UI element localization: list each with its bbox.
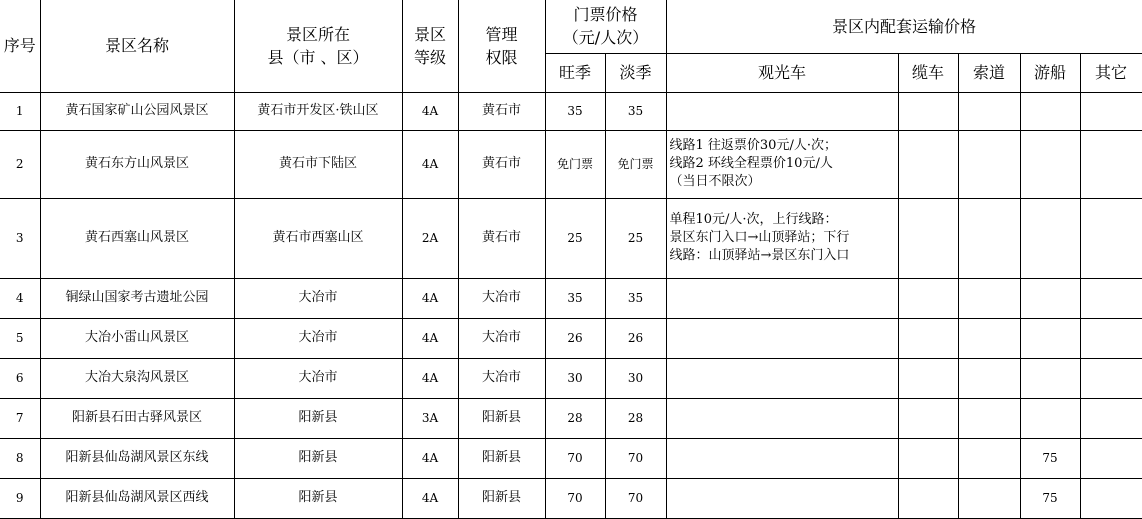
- header-off-season: 淡季: [605, 53, 666, 92]
- cell-ropeway: [958, 438, 1020, 478]
- cell-off-price: 25: [605, 198, 666, 278]
- cell-seq: 5: [0, 318, 40, 358]
- cell-boat: [1020, 130, 1080, 198]
- cell-boat: [1020, 92, 1080, 130]
- cell-scenic-name: 黄石西塞山风景区: [40, 198, 234, 278]
- cell-scenic-name: 阳新县仙岛湖风景区东线: [40, 438, 234, 478]
- header-cable-car: 缆车: [898, 53, 958, 92]
- cell-peak-price: 26: [545, 318, 605, 358]
- cell-ropeway: [958, 92, 1020, 130]
- cell-county: 大冶市: [234, 278, 402, 318]
- cell-sightseeing-car: [666, 318, 898, 358]
- cell-county: 黄石市下陆区: [234, 130, 402, 198]
- cell-management: 阳新县: [458, 478, 545, 518]
- cell-sightseeing-car: 单程10元/人·次，上行线路： 景区东门入口→山顶驿站；下行 线路：山顶驿站→景区东门入口: [666, 198, 898, 278]
- cell-county: 阳新县: [234, 438, 402, 478]
- cell-scenic-name: 黄石国家矿山公园风景区: [40, 92, 234, 130]
- cell-county: 黄石市西塞山区: [234, 198, 402, 278]
- cell-cable-car: [898, 398, 958, 438]
- cell-county: 阳新县: [234, 398, 402, 438]
- header-peak-season: 旺季: [545, 53, 605, 92]
- cell-county: 阳新县: [234, 478, 402, 518]
- cell-county: 大冶市: [234, 358, 402, 398]
- cell-ropeway: [958, 198, 1020, 278]
- cell-level: 4A: [402, 318, 458, 358]
- cell-other: [1080, 198, 1142, 278]
- header-ropeway: 索道: [958, 53, 1020, 92]
- header-row-1: [0, 0, 1142, 53]
- cell-sightseeing-car: [666, 398, 898, 438]
- cell-management: 阳新县: [458, 438, 545, 478]
- table-row: [0, 438, 1142, 478]
- cell-peak-price: 30: [545, 358, 605, 398]
- table-row: [0, 198, 1142, 278]
- cell-level: 4A: [402, 92, 458, 130]
- cell-ropeway: [958, 278, 1020, 318]
- header-county: 景区所在 县（市 、区）: [234, 0, 402, 92]
- table-row: [0, 130, 1142, 198]
- cell-peak-price: 25: [545, 198, 605, 278]
- cell-other: [1080, 398, 1142, 438]
- cell-scenic-name: 阳新县石田古驿风景区: [40, 398, 234, 438]
- cell-seq: 9: [0, 478, 40, 518]
- cell-off-price: 70: [605, 438, 666, 478]
- table-row: [0, 318, 1142, 358]
- cell-boat: [1020, 198, 1080, 278]
- cell-level: 3A: [402, 398, 458, 438]
- cell-peak-price: 28: [545, 398, 605, 438]
- cell-off-price: 30: [605, 358, 666, 398]
- cell-boat: 75: [1020, 438, 1080, 478]
- cell-scenic-name: 大冶小雷山风景区: [40, 318, 234, 358]
- cell-other: [1080, 130, 1142, 198]
- cell-boat: 75: [1020, 478, 1080, 518]
- header-boat: 游船: [1020, 53, 1080, 92]
- cell-management: 黄石市: [458, 198, 545, 278]
- cell-level: 4A: [402, 478, 458, 518]
- cell-ropeway: [958, 398, 1020, 438]
- cell-other: [1080, 358, 1142, 398]
- cell-management: 阳新县: [458, 398, 545, 438]
- cell-seq: 7: [0, 398, 40, 438]
- table-row: [0, 278, 1142, 318]
- table-row: [0, 478, 1142, 518]
- cell-level: 2A: [402, 198, 458, 278]
- cell-sightseeing-car: [666, 92, 898, 130]
- cell-peak-price: 免门票: [545, 130, 605, 198]
- cell-scenic-name: 阳新县仙岛湖风景区西线: [40, 478, 234, 518]
- cell-cable-car: [898, 318, 958, 358]
- header-sightseeing-car: 观光车: [666, 53, 898, 92]
- cell-sightseeing-car: [666, 438, 898, 478]
- cell-cable-car: [898, 358, 958, 398]
- header-seq: 序号: [0, 0, 40, 92]
- cell-ropeway: [958, 318, 1020, 358]
- table-row: [0, 398, 1142, 438]
- cell-boat: [1020, 318, 1080, 358]
- cell-management: 大冶市: [458, 318, 545, 358]
- cell-scenic-name: 黄石东方山风景区: [40, 130, 234, 198]
- cell-sightseeing-car: [666, 278, 898, 318]
- cell-level: 4A: [402, 278, 458, 318]
- cell-seq: 1: [0, 92, 40, 130]
- cell-cable-car: [898, 198, 958, 278]
- cell-cable-car: [898, 438, 958, 478]
- header-transport-price: 景区内配套运输价格: [666, 0, 1142, 53]
- cell-boat: [1020, 278, 1080, 318]
- cell-peak-price: 70: [545, 478, 605, 518]
- cell-seq: 6: [0, 358, 40, 398]
- cell-off-price: 免门票: [605, 130, 666, 198]
- cell-other: [1080, 92, 1142, 130]
- cell-other: [1080, 438, 1142, 478]
- cell-level: 4A: [402, 130, 458, 198]
- header-other: 其它: [1080, 53, 1142, 92]
- cell-ropeway: [958, 478, 1020, 518]
- cell-cable-car: [898, 278, 958, 318]
- cell-off-price: 26: [605, 318, 666, 358]
- cell-peak-price: 35: [545, 92, 605, 130]
- cell-ropeway: [958, 130, 1020, 198]
- cell-cable-car: [898, 130, 958, 198]
- cell-level: 4A: [402, 438, 458, 478]
- table-row: [0, 358, 1142, 398]
- cell-seq: 3: [0, 198, 40, 278]
- cell-off-price: 35: [605, 92, 666, 130]
- cell-scenic-name: 铜绿山国家考古遗址公园: [40, 278, 234, 318]
- cell-off-price: 35: [605, 278, 666, 318]
- cell-ropeway: [958, 358, 1020, 398]
- cell-boat: [1020, 358, 1080, 398]
- cell-management: 大冶市: [458, 278, 545, 318]
- cell-sightseeing-car: [666, 358, 898, 398]
- cell-sightseeing-car: 线路1 往返票价30元/人·次； 线路2 环线全程票价10元/人 （当日不限次）: [666, 130, 898, 198]
- cell-scenic-name: 大冶大泉沟风景区: [40, 358, 234, 398]
- table-row: [0, 92, 1142, 130]
- cell-off-price: 70: [605, 478, 666, 518]
- cell-seq: 4: [0, 278, 40, 318]
- cell-management: 黄石市: [458, 92, 545, 130]
- cell-other: [1080, 278, 1142, 318]
- cell-off-price: 28: [605, 398, 666, 438]
- header-level: 景区 等级: [402, 0, 458, 92]
- cell-other: [1080, 478, 1142, 518]
- cell-peak-price: 70: [545, 438, 605, 478]
- header-ticket-price: 门票价格 （元/人次）: [545, 0, 666, 53]
- cell-seq: 2: [0, 130, 40, 198]
- cell-seq: 8: [0, 438, 40, 478]
- header-management: 管理 权限: [458, 0, 545, 92]
- cell-boat: [1020, 398, 1080, 438]
- cell-management: 大冶市: [458, 358, 545, 398]
- cell-county: 黄石市开发区·铁山区: [234, 92, 402, 130]
- cell-county: 大冶市: [234, 318, 402, 358]
- header-name: 景区名称: [40, 0, 234, 92]
- cell-level: 4A: [402, 358, 458, 398]
- cell-cable-car: [898, 478, 958, 518]
- cell-management: 黄石市: [458, 130, 545, 198]
- cell-sightseeing-car: [666, 478, 898, 518]
- cell-cable-car: [898, 92, 958, 130]
- cell-other: [1080, 318, 1142, 358]
- cell-peak-price: 35: [545, 278, 605, 318]
